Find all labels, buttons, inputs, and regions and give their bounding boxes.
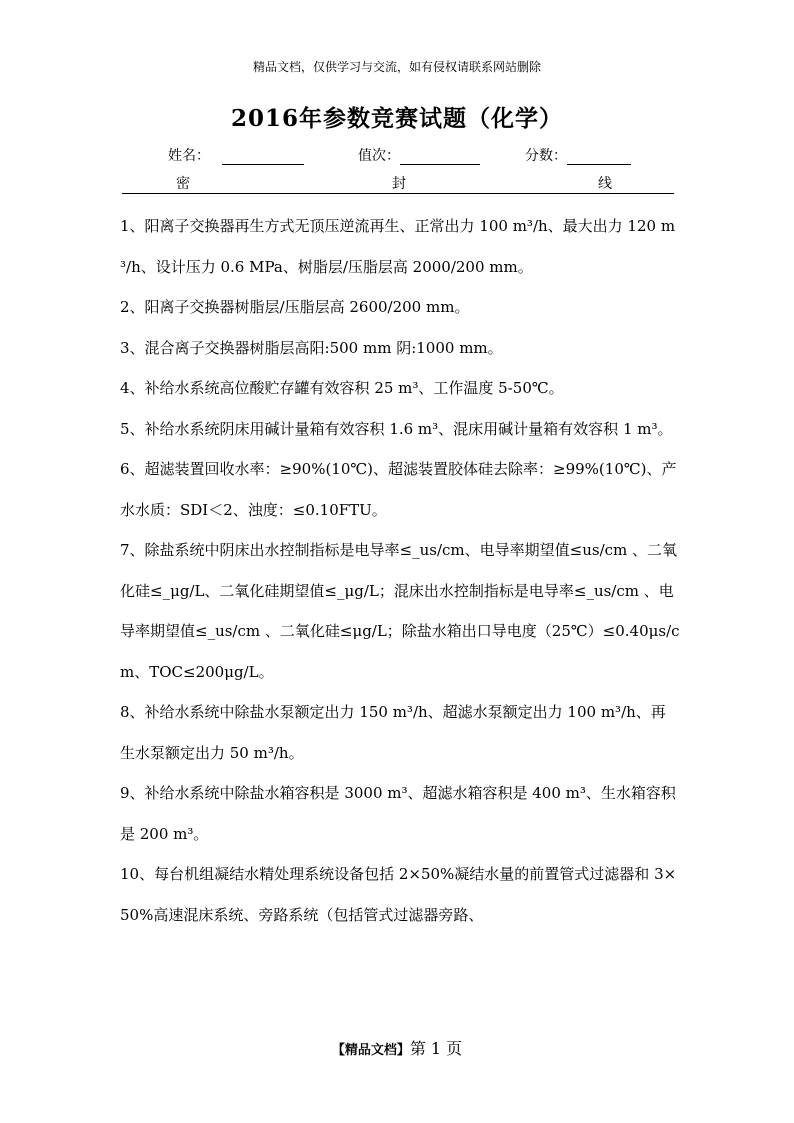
name-field	[168, 145, 304, 165]
score-field	[525, 145, 631, 165]
score-label: 分数：	[525, 148, 567, 164]
question-7: 7、除盐系统中阴床出水控制指标是电导率≤_us/cm、电导率期望值≤us/cm 、二氧化硅≤_μg/L、二氧化硅期望值≤_μg/L；混床出水控制指标是电导率≤_us/cm 、电导率期望值≤_us/cm 、二氧化硅≤μg/L；除盐水箱出口导电度（25℃）≤0.40μs/cm、TOC≤200μg/L。	[120, 541, 680, 681]
shift-blank[interactable]	[400, 149, 480, 165]
questions-body	[120, 206, 680, 935]
shift-label: 值次：	[358, 148, 400, 164]
question-4: 4、补给水系统高位酸贮存罐有效容积 25 m³、工作温度 5-50℃。	[120, 379, 564, 397]
page-title: 2016年参数竞赛试题（化学）	[230, 105, 563, 132]
question-6: 6、超滤装置回收水率：≥90%(10℃)、超滤装置胶体硅去除率：≥99%(10℃)、产水水质：SDI＜2、浊度：≤0.10FTU。	[120, 460, 677, 519]
name-label: 姓名：	[168, 148, 210, 164]
seal-xian: 线	[598, 176, 612, 192]
score-blank[interactable]	[567, 149, 631, 165]
seal-mi: 密	[176, 176, 190, 192]
question-1: 1、阳离子交换器再生方式无顶压逆流再生、正常出力 100 m³/h、最大出力 120 m³/h、设计压力 0.6 MPa、树脂层/压脂层高 2000/200 mm。	[120, 217, 676, 276]
seal-feng: 封	[392, 176, 406, 192]
question-5: 5、补给水系统阴床用碱计量箱有效容积 1.6 m³、混床用碱计量箱有效容积 1 m³。	[120, 419, 673, 438]
question-2: 2、阳离子交换器树脂层/压脂层高 2600/200 mm。	[120, 298, 470, 316]
question-8: 8、补给水系统中除盐水泵额定出力 150 m³/h、超滤水泵额定出力 100 m³/h、再生水泵额定出力 50 m³/h。	[120, 703, 666, 762]
footer-tag: 【精品文档】	[331, 1043, 410, 1058]
page-footer	[0, 1036, 794, 1059]
name-blank[interactable]	[222, 149, 304, 165]
page-number: 第 1 页	[409, 1039, 463, 1058]
question-3: 3、混合离子交换器树脂层高阳:500 mm 阴:1000 mm。	[120, 338, 503, 357]
info-row	[168, 145, 648, 165]
seal-line	[122, 173, 674, 194]
header-note: 精品文档，仅供学习与交流，如有侵权请联系网站删除	[252, 60, 541, 74]
shift-field	[358, 145, 480, 165]
question-10: 10、每台机组凝结水精处理系统设备包括 2×50%凝结水量的前置管式过滤器和 3×50%高速混床系统、旁路系统（包括管式过滤器旁路、	[120, 865, 677, 924]
question-9: 9、补给水系统中除盐水箱容积是 3000 m³、超滤水箱容积是 400 m³、生水箱容积是 200 m³。	[120, 784, 676, 843]
